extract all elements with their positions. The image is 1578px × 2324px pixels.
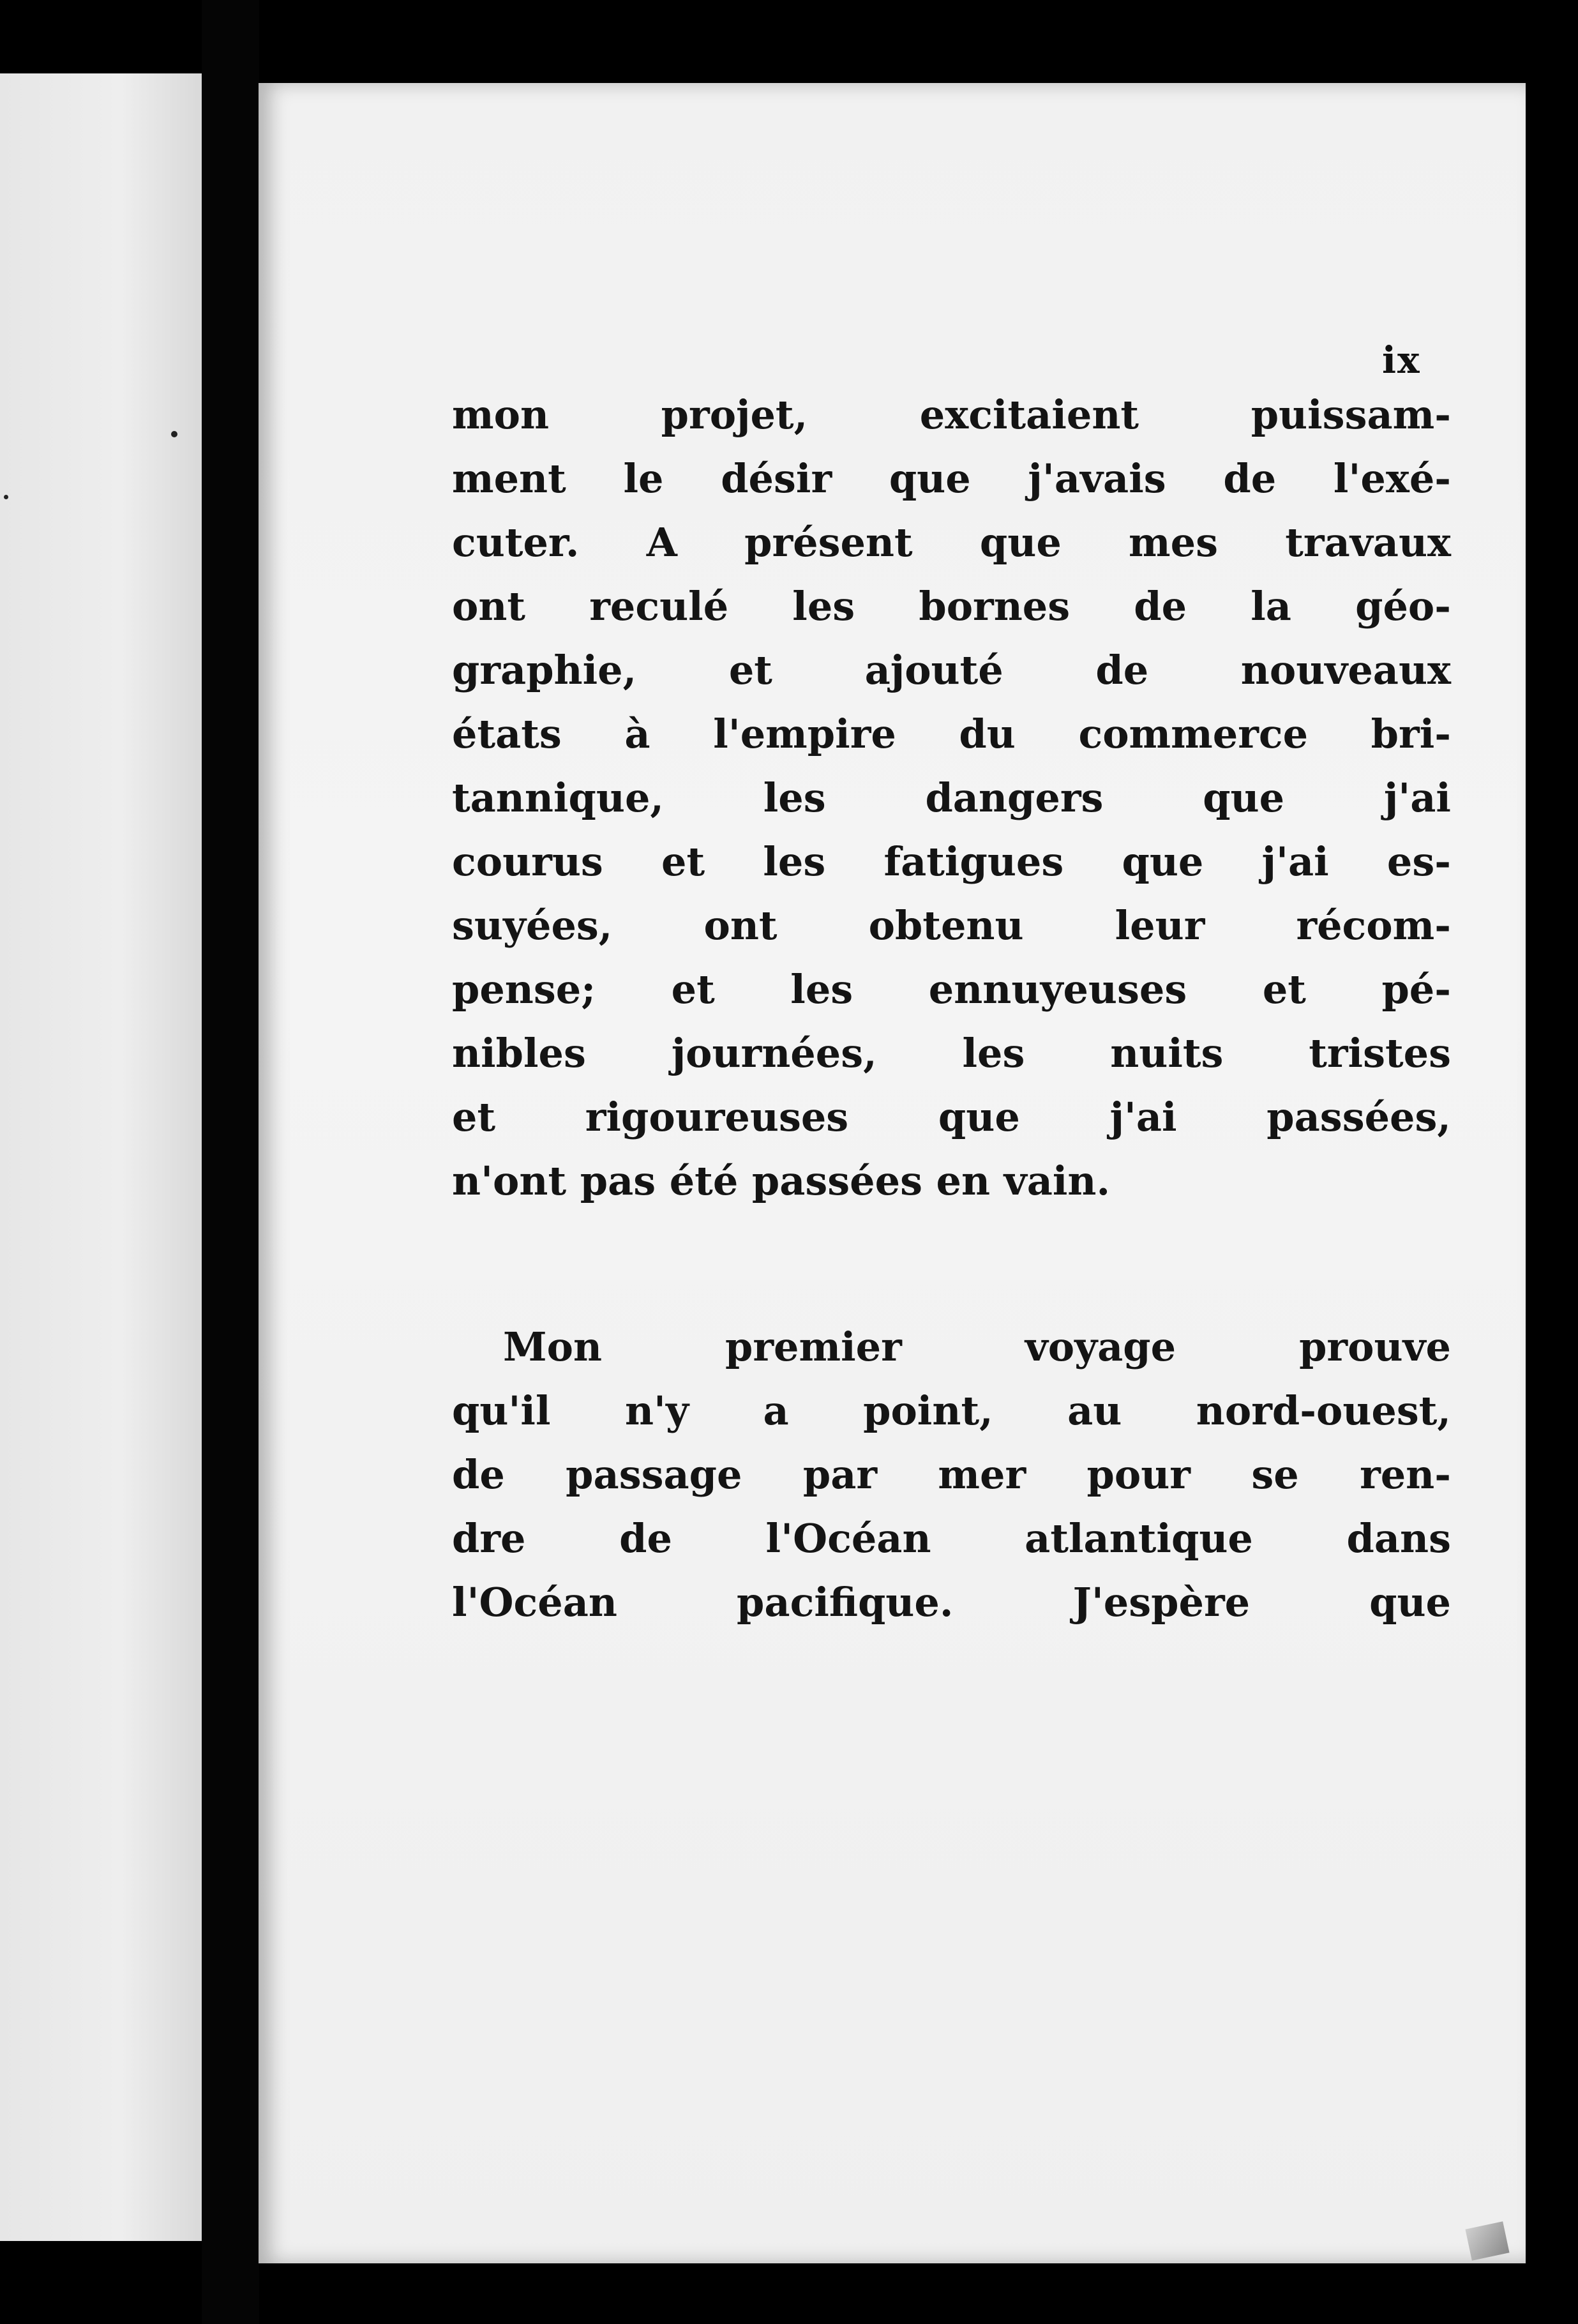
page-corner bbox=[1465, 2221, 1509, 2260]
text-line: états à l'empire du commerce bri- bbox=[452, 711, 1451, 757]
left-facing-page bbox=[0, 73, 202, 2241]
text-line: l'Océan pacifique. J'espère que bbox=[452, 1579, 1451, 1626]
paragraph-1 bbox=[452, 383, 1451, 1213]
book-gutter bbox=[202, 0, 259, 2324]
text-line: qu'il n'y a point, au nord-ouest, bbox=[452, 1387, 1451, 1434]
text-line: et rigoureuses que j'ai passées, bbox=[452, 1094, 1451, 1140]
text-line: tannique, les dangers que j'ai bbox=[452, 774, 1451, 821]
page-number: ix bbox=[1382, 338, 1421, 382]
book-page bbox=[259, 83, 1526, 2263]
paragraph-2 bbox=[452, 1315, 1451, 1634]
text-line: Mon premier voyage prouve bbox=[503, 1324, 1451, 1370]
text-line: suyées, ont obtenu leur récom- bbox=[452, 902, 1451, 949]
text-line: ont reculé les bornes de la géo- bbox=[452, 583, 1451, 630]
paragraph-gap bbox=[452, 1213, 1451, 1315]
text-line: mon projet, excitaient puissam- bbox=[452, 391, 1451, 438]
page-text bbox=[452, 383, 1451, 1634]
text-line: ment le désir que j'avais de l'exé- bbox=[452, 455, 1451, 502]
text-line: n'ont pas été passées en vain. bbox=[452, 1158, 1111, 1204]
text-line: dre de l'Océan atlantique dans bbox=[452, 1515, 1451, 1562]
text-line: de passage par mer pour se ren- bbox=[452, 1451, 1451, 1498]
ink-speck bbox=[171, 431, 177, 437]
text-line: pense; et les ennuyeuses et pé- bbox=[452, 966, 1451, 1013]
text-line: courus et les fatigues que j'ai es- bbox=[452, 838, 1451, 885]
text-line: cuter. A présent que mes travaux bbox=[452, 519, 1451, 566]
text-line: nibles journées, les nuits tristes bbox=[452, 1030, 1451, 1076]
text-line: graphie, et ajouté de nouveaux bbox=[452, 647, 1451, 693]
ink-speck bbox=[4, 495, 8, 499]
